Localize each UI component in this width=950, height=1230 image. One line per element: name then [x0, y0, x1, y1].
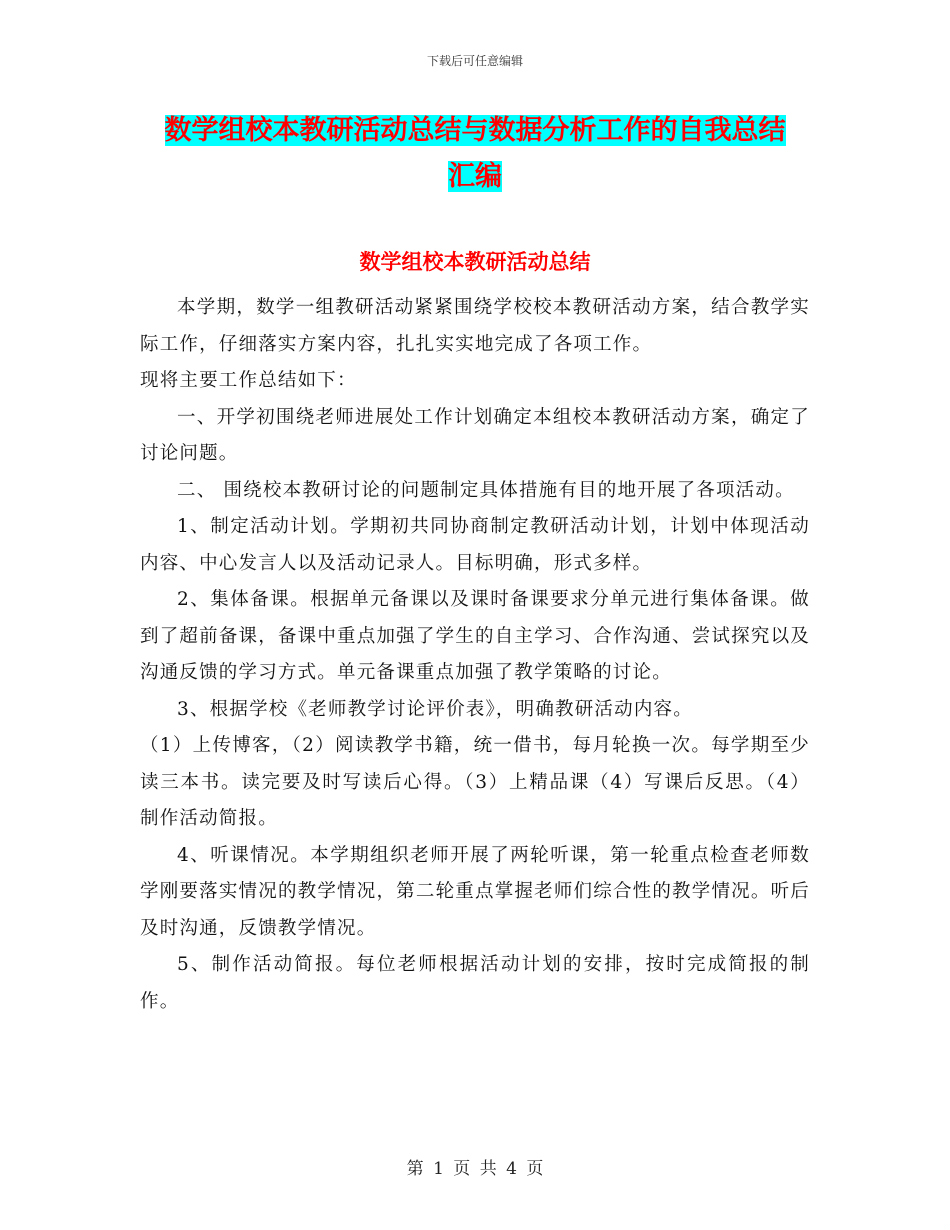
page-footer: 第 1 页 共 4 页	[406, 1159, 544, 1179]
paragraph-plan: 1、制定活动计划。学期初共同协商制定教研活动计划，计划中体现活动内容、中心发言人以及活动记录人。目标明确，形式多样。	[140, 516, 810, 574]
paragraph-evaluation-items: （1）上传博客，（2）阅读教学书籍，统一借书，每月轮换一次。每学期至少读三本书。读完要及时写读后心得。（3）上精品课（4）写课后反思。（4）制作活动简报。	[140, 735, 810, 829]
document-title-line1: 数学组校本教研活动总结与数据分析工作的自我总结	[164, 115, 786, 146]
paragraph-intro: 本学期，数学一组教研活动紧紧围绕学校校本教研活动方案，结合教学实际工作，仔细落实方案内容，扎扎实实地完成了各项工作。	[140, 297, 810, 355]
document-title-line2: 汇编	[448, 161, 502, 192]
paragraph-item-1: 一、开学初围绕老师进展处工作计划确定本组校本教研活动方案，确定了讨论问题。	[140, 406, 810, 464]
header-note: 下载后可任意编辑	[426, 54, 523, 68]
paragraph-item-2: 二、 围绕校本教研讨论的问题制定具体措施有目的地开展了各项活动。	[177, 479, 795, 501]
paragraph-evaluation: 3、根据学校《老师教学讨论评价表》，明确教研活动内容。	[177, 698, 693, 720]
document-title	[140, 108, 810, 200]
paragraph-summary-lead: 现将主要工作总结如下：	[140, 370, 357, 391]
section-title: 数学组校本教研活动总结	[359, 250, 591, 274]
paragraph-briefing: 5、制作活动简报。每位老师根据活动计划的安排，按时完成简报的制作。	[140, 954, 810, 1012]
paragraph-observation: 4、听课情况。本学期组织老师开展了两轮听课，第一轮重点检查老师数学刚要落实情况的教学情况，第二轮重点掌握老师们综合性的教学情况。听后及时沟通，反馈教学情况。	[140, 844, 810, 939]
paragraph-lesson-prep: 2、集体备课。根据单元备课以及课时备课要求分单元进行集体备课。做到了超前备课，备课中重点加强了学生的自主学习、合作沟通、尝试探究以及沟通反馈的学习方式。单元备课重点加强了教学策略的讨论。	[140, 589, 810, 683]
document-body	[140, 290, 810, 1020]
